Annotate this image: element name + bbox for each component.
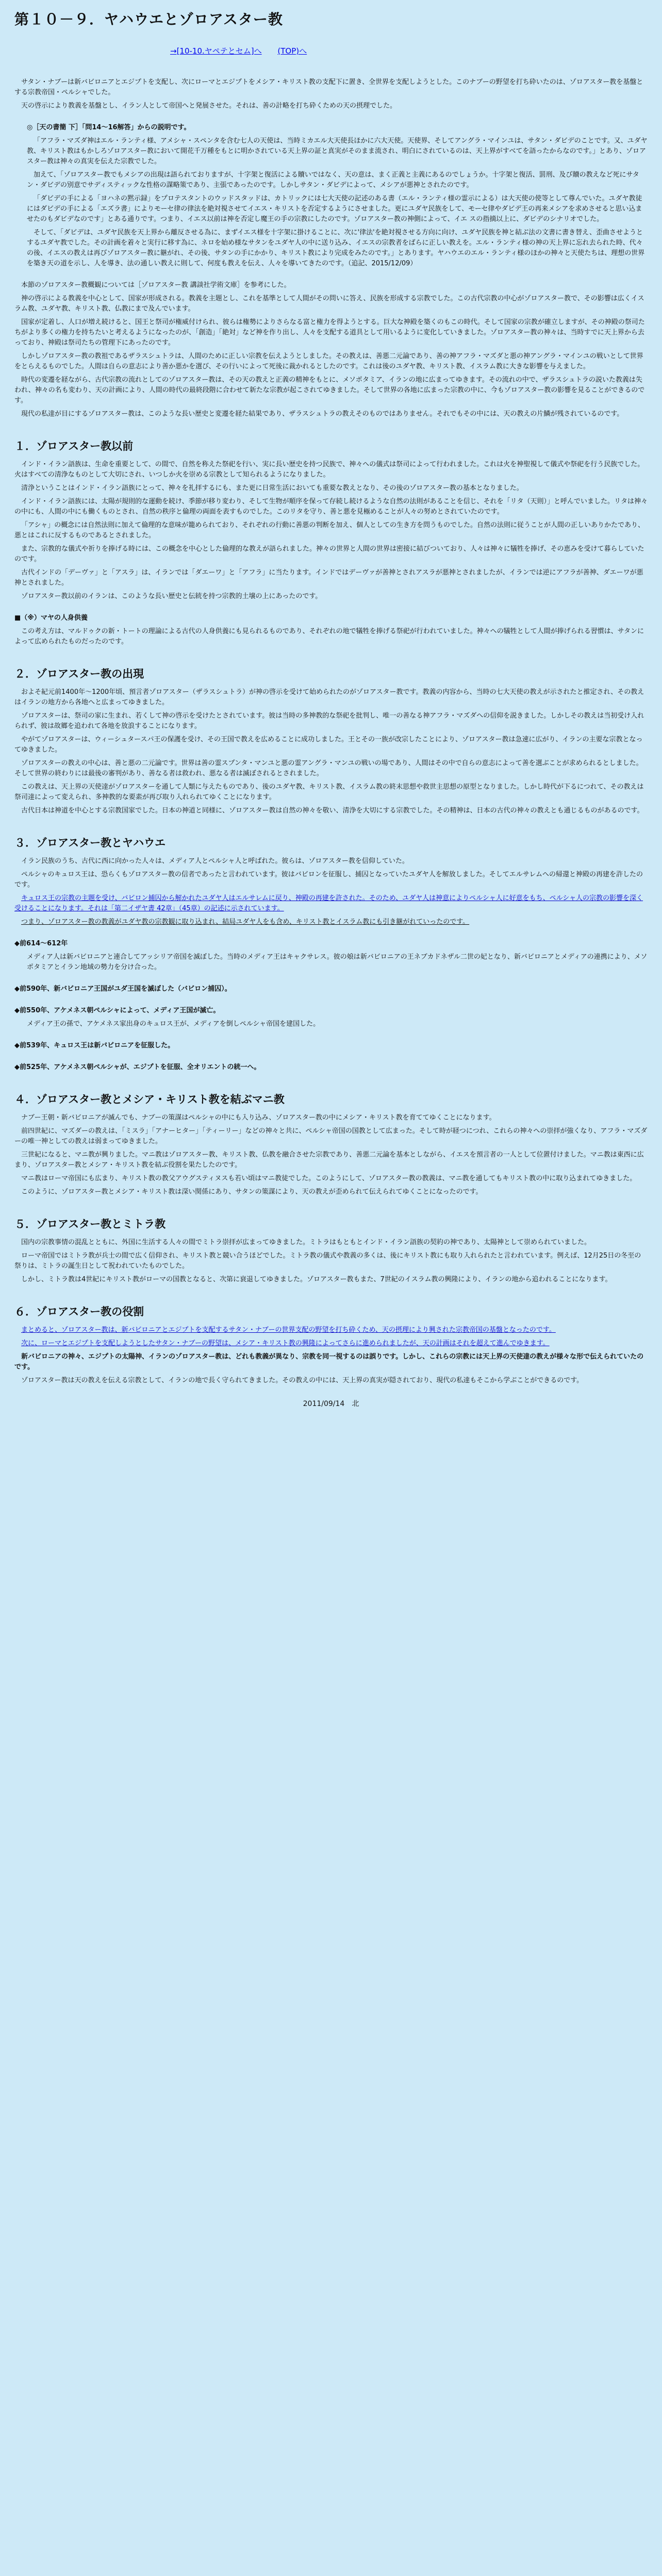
- section-3: [14, 838, 648, 927]
- section-paragraph: しかし、ミトラ教は4世紀にキリスト教がローマの国教となると、次第に衰退してゆきました。ゾロアスター教もまた、7世紀のイスラム教の興隆により、イランの地から追われることになります。: [21, 1276, 612, 1283]
- overview-paragraph: 時代の変遷を経ながら、古代宗教の流れとしてのゾロアスター教は、その天の教えと正義の精神をもとに、メソポタミア、イランの地に広まってゆきます。その流れの中で、ザラスシュトラの説いた教義は失われ、神々の名も変わり、天の計画により、人間の時代の最終段階に合わせて新たな宗教が起こされてゆきました。そして世界の各地に広まった宗教の中に、今もゾロアスター教の影響を見ることができるのです。: [14, 376, 645, 404]
- section-paragraph-emphasis: まとめると、ゾロアスター教は、新バビロニアとエジプトを支配するサタン・ナブーの世界支配の野望を打ち砕くため、天の摂理により興された宗教帝国の基盤となったのです。: [21, 1326, 556, 1334]
- main-content: [14, 77, 648, 2576]
- section-paragraph: 古代インドの「デーヴァ」と「アスラ」は、イランでは「ダエーワ」と「アフラ」に当たります。インドではデーヴァが善神とされアスラが悪神とされましたが、イランでは逆にアフラが善神、ダエーワが悪神とされました。: [14, 569, 643, 587]
- section-paragraph: およそ紀元前1400年～1200年頃、預言者ゾロアスター（ザラスシュトラ）が神の啓示を受けて始められたのがゾロアスター教です。教義の内容から、当時の七大天使の教えが示されたと推定され、その教えはイランの地方から各地へと広まってゆきました。: [14, 688, 644, 706]
- section-paragraph: 前四世紀に、マズダーの教えは、「ミスラ」「アナーヒター」「ティーリー」などの神々と共に、ペルシャ帝国の国教として広まった。そして時が経つにつれ、これらの神々への崇拝が強くなり、アフラ・マズダーの唯一神としての教えは弱まってゆきました。: [14, 1127, 648, 1145]
- timeline-heading: ◆前590年、新バビロニア王国がユダ王国を滅ぼした（バビロン捕囚）。: [14, 985, 231, 993]
- overview-paragraph: 現代の私達が目にするゾロアスター教は、このような長い歴史と変遷を経た結果であり、ザラスシュトラの教えそのものではありません。それでもその中には、天の教えの片鱗が残されているのです。: [21, 410, 624, 418]
- section-1b: [14, 613, 648, 647]
- intro-paragraph: 天の啓示により教義を基盤とし、イラン人として帝国へと発展させた。それは、善の計略を打ち砕くための天の摂理でした。: [21, 102, 397, 110]
- intro-paragraph: サタン・ナブーは新バビロニアとエジプトを支配し、次にローマとエジプトをメシア・キリスト教の支配下に置き、全世界を支配しようとした。このナブーの野望を打ち砕いたのは、ゾロアスター教を基盤とする宗教帝国・ペルシャでした。: [14, 78, 643, 96]
- timeline-heading: ◆前525年、アケメネス朝ペルシャが、エジプトを征服、全オリエントの統一へ。: [14, 1063, 261, 1071]
- subsection-heading: ■（※）マヤの人身供養: [14, 614, 88, 622]
- section-paragraph-emphasis: キュロス王の宗教の主題を受け、バビロン捕囚から解かれたユダヤ人はエルサレムに戻り、神殿の再建を許された。そのため、ユダヤ人は神意によりペルシャ人に好意をもち、ペルシャ人の宗教の影響を深く受けることになります。それは「第二イザヤ書 42章」（45章）の記述に示されています。: [14, 894, 643, 912]
- section-paragraph-emphasis: つまり、ゾロアスター教の教義がユダヤ教の宗教観に取り込まれ、結局ユダヤ人をも含め、キリスト教とイスラム教にも引き継がれていったのです。: [21, 918, 470, 926]
- page-date: 2011/09/14 北: [303, 1400, 359, 1408]
- section-paragraph: この考え方は、マルドゥクの新・トートの理論による古代の人身供養にも見られるものであり、それぞれの地で犠牲を捧げる祭祀が行われていました。神々への犠牲として人間が捧げられる習慣は、サタンによって広められたものだったのです。: [14, 628, 644, 646]
- quote-heading: ◎［天の書簡 下］「問14～16解答」からの説明です。: [27, 124, 191, 131]
- section-paragraph: イラン民族のうち、古代に西に向かった人々は、メディア人とペルシャ人と呼ばれた。彼らは、ゾロアスター教を信仰していた。: [21, 857, 409, 865]
- section-heading: １．ゾロアスター教以前: [14, 440, 134, 452]
- section-paragraph: インド・イラン語族には、太陽が規則的な運動を続け、季節が移り変わり、そして生物が順序を保って存続し続けるような自然の法則があることを信じ、それを「リタ（天則）」と呼んでいました。リタは神々の中にも、人間の中にも働くものとされ、自然の秩序と倫理の両面を表すものでした。このリタを守り、善と悪を見極めることが人々の努めとされていたのです。: [14, 498, 648, 516]
- section-paragraph: マニ教はローマ帝国にも広まり、キリスト教の教父アウグスティヌスも若い頃はマニ教徒でした。このようにして、ゾロアスター教の教義は、マニ教を通してもキリスト教の中に取り込まれてゆきました。: [21, 1175, 637, 1182]
- quote-block: [27, 123, 648, 269]
- section-paragraph: 「アシャ」の概念には自然法則に加えて倫理的な意味が籠められており、それぞれの行動に善悪の判断を加え、個人としての生き方を問うものでした。自然の法則に従うことが人間の正しいありかたであり、悪とはこれに反するものであるとされました。: [14, 521, 645, 539]
- quote-paragraph: 「ダビデの手による「ヨハネの黙示録」をプロテスタントのウッドスタッドは、カトリックには七大天使の記述のある書（エル・ランティ様の霊示による）は大天使の使等として尊んでいた。ユダヤ教徒にはダビデの手による「エズラ書」によりモーセ律の律法を絶対視させてイエス・キリストを否定するようにさせました。更にユダヤ民族をして、モーセ律やダビデ王の再来メシアを求めさせると思い込ませたのもダビデなのです」とある通りです。つまり、イエス以前は神を否定し魔王の手の宗教にしたのです。ゾロアスター教の神側によって、イエ スの指摘以上に、ダビデのシナリオでした。: [27, 195, 642, 223]
- quote-paragraph: 「アフラ・マズダ神はエル・ランティ様、アメシャ・スペンタを含む七人の天使は、当時ミカエル大天使長ほかに六大天使。天使界、そしてアングラ・マインユは、サタン・ダビデのことです。又、ユダヤ教、キリスト教はもかしろゾロアスター教において開花千万種をもとに明かされている天上界の証と真実がそのまま流され、明白にされているのは、天上界がすべてを語ったからなのです。」とあり、ゾロアスター教は神々の真実を伝えた宗教でした。: [27, 137, 648, 165]
- section-paragraph: ゾロアスターは、祭司の家に生まれ、若くして神の啓示を受けたとされています。彼は当時の多神教的な祭祀を批判し、唯一の善なる神アフラ・マズダへの信仰を説きました。しかしその教えは当初受け入れられず、彼は故郷を追われて各地を放浪することになります。: [14, 712, 644, 730]
- section-heading: ５．ゾロアスター教とミトラ教: [14, 1218, 166, 1230]
- overview-paragraph: 神の啓示による教義を中心として、国家が形成される。教義を主題とし、これを基準として人間がその問いに答え、民族を形成する宗教でした。この古代宗教の中心がゾロアスター教で、その影響は広くイスラム教、ユダヤ教、キリスト教、仏教にまで及んでいます。: [14, 295, 644, 313]
- section-2: [14, 669, 648, 816]
- section-paragraph: このように、ゾロアスター教とメシア・キリスト教は深い関係にあり、サタンの策謀により、天の教えが歪められて伝えられてゆくことになったのです。: [21, 1188, 483, 1196]
- page-title: 第１０－９．ヤハウエとゾロアスター教: [14, 11, 283, 28]
- overview-paragraph: 国家が定着し、人口が増え続けると、国王と祭司が権威付けられ、彼らは権勢によりさらなる富と権力を得ようとする。巨大な神殿を築くのもこの時代。そして国家の宗教が確立しますが、その神殿の祭司たちがより多くの権力を持ちたいと考えるようになったのが、「創造」「絶対」など神を作り出し、人々を支配する道具として用いるように変化していきました。ゾロアスター教の神々は、当時すでに天上界から去っており、神殿は祭司たちの管理下にあったのです。: [14, 318, 645, 347]
- section-paragraph: やがてゾロアスターは、ウィーシュタースパ王の保護を受け、その王国で教えを広めることに成功しました。王とその一族が改宗したことにより、ゾロアスター教は急速に広がり、イランの主要な宗教となってゆきました。: [14, 736, 643, 754]
- timeline-text: メディア王の孫で、アケメネス家出身のキュロス王が、メディアを倒しペルシャ帝国を建国した。: [27, 1020, 320, 1028]
- section-paragraph: ナブー王朝・新バビロニアが滅んでも、ナブーの策謀はペルシャの中にも入り込み、ゾロアスター教の中にメシア・キリスト教を育ててゆくことになります。: [21, 1114, 496, 1122]
- overview: [14, 280, 648, 419]
- section-paragraph: ゾロアスターの教えの中心は、善と悪の二元論です。世界は善の霊スプンタ・マンユと悪の霊アングラ・マンユの戦いの場であり、人間はその中で自らの意志によって善を選ぶことが求められるとしました。そして世界の終わりには最後の審判があり、善なる者は救われ、悪なる者は滅ぼされるとされました。: [14, 759, 643, 777]
- timeline-heading: ◆前539年、キュロス王は新バビロニアを征服した。: [14, 1042, 175, 1049]
- quote-paragraph: そして、「ダビデは、ユダヤ民族を天上界から離反させる為に、まずイエス様を十字架に掛けることに、次に'律法'を絶対視させる方向に向け、ユダヤ民族を神と結ぶ法の文書に書き替え、歪曲させようとするユダヤ教でした。その計画を着々と実行に移す為に、ネロを始め様なサタンをユダヤ人の中に送り込み、イエスの宗教者をばらに正しい教えを。エル・ランティ様の神の天上界に忘れ去られた時、代々の後、イエスの教えは再びゾロアスター教に継がれ、その後、サタンの手にかかり、キリスト教により完成をみたのです。」とあります。ヤハウエのエル・ランティ様のほかの神々と天使たちは、理想の世界を築き天の道を示し、人を導き、法の通しい教えに則して、何度も教えを伝え、人々を導いてきたのです。（追記、2015/12/09）: [27, 229, 645, 267]
- nav-links: [170, 45, 320, 56]
- section-1: [14, 441, 648, 602]
- timeline: [14, 939, 648, 1073]
- overview-paragraph: しかしゾロアスター教の教祖であるザラスシュトラは、人間のために正しい宗教を伝えようとしました。その教えは、善悪二元論であり、善の神アフラ・マズダと悪の神アングラ・マインユの戦いとして世界をとらえるものでした。人間は自らの意志により善か悪かを選び、その行いによって死後に裁かれるとしたのです。これは後のユダヤ教、キリスト教、イスラム教に大きな影響を与えました。: [14, 352, 643, 370]
- section-paragraph: ゾロアスター教以前のイランは、このような長い歴史と伝統を持つ宗教的土壌の上にあったのです。: [21, 592, 322, 600]
- section-paragraph: ローマ帝国ではミトラ教が兵士の間で広く信仰され、キリスト教と競い合うほどでした。ミトラ教の儀式や教義の多くは、後にキリスト教にも取り入れられたと言われています。例えば、12月25日の冬至の祭りは、ミトラの誕生日として祝われていたものでした。: [14, 1252, 641, 1270]
- section-heading: ６．ゾロアスター教の役割: [14, 1306, 144, 1318]
- section-paragraph-emphasis: 次に、ローマとエジプトを支配しようとしたサタン・ナブーの野望は、メシア・キリスト教の興隆によってさらに進められましたが、天の計画はそれを超えて進んでゆきます。: [21, 1340, 550, 1347]
- link-top[interactable]: (TOP)へ: [277, 46, 307, 56]
- timeline-heading: ◆前550年、アケメネス朝ペルシャによって、メディア王国が滅亡。: [14, 1007, 220, 1014]
- section-paragraph: ゾロアスター教は天の教えを伝える宗教として、イランの地で長く守られてきました。その教えの中には、天上界の真実が隠されており、現代の私達もそこから学ぶことができるのです。: [21, 1377, 584, 1384]
- timeline-heading: ◆前614～612年: [14, 940, 68, 947]
- section-paragraph: 古代日本は神道を中心とする宗教国家でした。日本の神道と同様に、ゾロアスター教は自然の神々を敬い、清浄を大切にする宗教でした。その精神は、日本の古代の神々の教えとも通じるものがあるのです。: [21, 807, 644, 815]
- intro: [14, 77, 648, 111]
- overview-heading: 本節のゾロアスター教概観については［ゾロアスター教 講談社学術文庫］を参考にした。: [21, 281, 291, 289]
- section-heading: ２．ゾロアスター教の出現: [14, 668, 144, 680]
- link-next-chapter[interactable]: →[10-10.ヤペテとセム]へ: [170, 46, 262, 56]
- timeline-text: メディア人は新バビロニアと連合してアッシリア帝国を滅ぼした。当時のメディア王はキャクサレス。彼の娘は新バビロニアの王ネブカドネザル二世の妃となり、新バビロニアとメディアの連携により、メソポタミアとイラン地域の勢力を分け合った。: [27, 953, 648, 971]
- section-heading: ３．ゾロアスター教とヤハウエ: [14, 837, 166, 849]
- section-paragraph: 清浄ということはインド・イラン語族にとって、神々を礼拝するにも、また更に日常生活においても重要な教えとなり、その後のゾロアスター教の基本となりました。: [21, 484, 523, 492]
- section-paragraph: ペルシャのキュロス王は、恐らくもゾロアスター教の信者であったと言われています。彼はバビロンを征服し、捕囚となっていたユダヤ人を解放しました。そしてエルサレムへの帰還と神殿の再建を許したのです。: [14, 871, 643, 889]
- section-paragraph: 三世紀になると、マニ教が興りました。マニ教はゾロアスター教、キリスト教、仏教を融合させた宗教であり、善悪二元論を基本としながら、イエスを預言者の一人として位置付けました。マニ教は東西に広まり、ゾロアスター教とメシア・キリスト教を結ぶ役割を果たしたのです。: [14, 1151, 644, 1169]
- section-4: [14, 1094, 648, 1197]
- section-5: [14, 1219, 648, 1285]
- section-paragraph: この教えは、天上界の天使達がゾロアスターを通して人類に与えたものであり、後のユダヤ教、キリスト教、イスラム教の終末思想や救世主思想の原型となりました。しかし時代が下るにつれて、その教えは祭司達によって変えられ、多神教的な要素が再び取り入れられてゆくことになります。: [14, 783, 644, 801]
- section-paragraph: インド・イラン語族は、生命を重要として、の間で、自然を称えた祭祀を行い、実に長い歴史を持つ民族で、神々への儀式は祭司によって行われました。これは火を神聖視して儀式や祭祀を行う民族でした。火はすべての清浄なものとして大切にされ、いつしか火を崇める宗教として知られるようになりました。: [14, 461, 644, 479]
- section-paragraph: 国内の宗教事情の混乱とともに、外国に生活する人々の間でミトラ崇拝が広まってゆきました。ミトラはもともとインド・イラン語族の契約の神であり、太陽神として崇められていました。: [21, 1239, 591, 1246]
- section-6: [14, 1307, 648, 1386]
- section-heading: ４．ゾロアスター教とメシア・キリスト教を結ぶマニ教: [14, 1093, 285, 1106]
- section-paragraph-bold: 新バビロニアの神々、エジプトの太陽神、イランのゾロアスター教は、どれも教義が異なり、宗教を同一視するのは誤りです。しかし、これらの宗教には天上界の天使達の教えが様々な形で伝えられていたのです。: [14, 1353, 644, 1371]
- quote-paragraph: 加えて、「ゾロアスター教でもメシアの出現は語られておりますが、十字架と復活による贖いではなく、天の意は、まく正義と主義にあるのでしょうか。十字架と復活、罰刑、及び贖の教えなど死にサタン・ダビデの別意でサディスティックな性格の謀略策であり、主張であったのです。しかしサタン・ダビデによって、メシアが悪神とされたのです。: [27, 171, 639, 189]
- section-paragraph: また、宗教的な儀式や祈りを捧げる時には、この概念を中心とした倫理的な教えが語られました。神々の世界と人間の世界は密接に結びついており、人々は神々に犠牲を捧げ、その恵みを受けて暮らしていたのです。: [14, 545, 644, 563]
